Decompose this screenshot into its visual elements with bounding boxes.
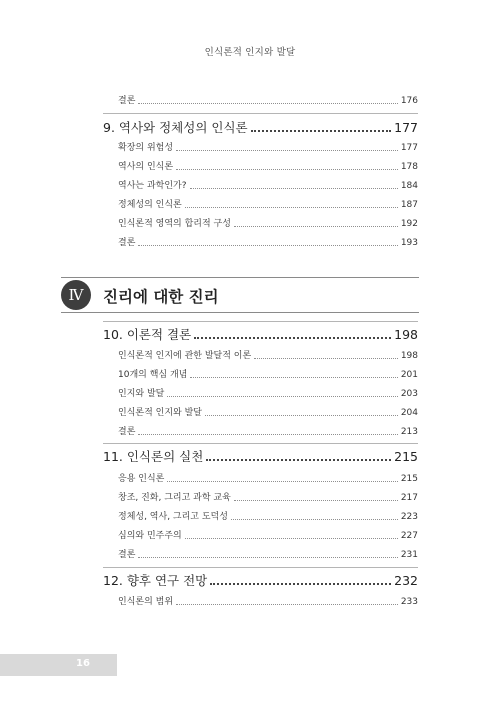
toc-entry-page: 213 <box>400 427 418 437</box>
toc-entry-label: 인지와 발달 <box>118 389 165 399</box>
toc-entry-page: 184 <box>400 181 418 191</box>
toc-entry[interactable] <box>118 424 418 438</box>
dot-leader <box>185 537 398 539</box>
toc-entry-page: 233 <box>400 597 418 607</box>
toc-chapter-page: 215 <box>394 449 418 464</box>
toc-entry-label: 심의와 민주주의 <box>118 531 182 541</box>
toc-entry-label: 역사는 과학인가? <box>118 181 187 191</box>
toc-entry-page: 177 <box>400 143 418 153</box>
toc-entry[interactable] <box>118 547 418 561</box>
toc-entry-label: 결론 <box>118 96 136 106</box>
toc-entry-label: 확장의 위험성 <box>118 143 174 153</box>
toc-entry[interactable] <box>118 140 418 154</box>
page-number-tab <box>0 654 117 676</box>
toc-chapter[interactable] <box>103 447 418 465</box>
toc-entry-page: 215 <box>400 474 418 484</box>
dot-leader <box>234 499 398 501</box>
dot-leader <box>176 168 398 170</box>
toc-chapter[interactable] <box>103 325 418 343</box>
dot-leader <box>190 187 398 189</box>
toc-chapter-page: 198 <box>394 327 418 342</box>
toc-chapter-page: 177 <box>394 120 418 135</box>
dot-leader <box>206 458 391 461</box>
toc-chapter-page: 232 <box>394 573 418 588</box>
dot-leader <box>138 556 397 558</box>
toc-entry-label: 인식론의 범위 <box>118 597 174 607</box>
dot-leader <box>190 376 397 378</box>
divider <box>61 277 419 278</box>
toc-entry[interactable] <box>118 386 418 400</box>
toc-entry-page: 204 <box>400 408 418 418</box>
toc-entry-page: 187 <box>400 200 418 210</box>
toc-entry-page: 227 <box>400 531 418 541</box>
toc-entry-page: 193 <box>400 238 418 248</box>
dot-leader <box>234 225 398 227</box>
dot-leader <box>176 603 398 605</box>
toc-entry-page: 203 <box>400 389 418 399</box>
toc-entry-page: 223 <box>400 512 418 522</box>
dot-leader <box>167 395 397 397</box>
toc-entry-label: 결론 <box>118 550 136 560</box>
toc-entry-label: 응용 인식론 <box>118 474 165 484</box>
toc-entry-label: 정체성, 역사, 그리고 도덕성 <box>118 512 228 522</box>
toc-chapter[interactable] <box>103 118 418 136</box>
toc-chapter-label: 11. 인식론의 실천 <box>103 449 204 464</box>
dot-leader <box>167 480 397 482</box>
toc-entry-label: 인식론적 영역의 합리적 구성 <box>118 219 231 229</box>
toc-chapter-label: 10. 이론적 결론 <box>103 327 192 342</box>
toc-entry-page: 217 <box>400 493 418 503</box>
toc-chapter-label: 9. 역사와 정체성의 인식론 <box>103 120 248 135</box>
page-number: 16 <box>76 658 90 669</box>
toc-entry-page: 201 <box>400 370 418 380</box>
toc-entry[interactable] <box>118 509 418 523</box>
toc-entry-label: 인식론적 인지와 발달 <box>118 408 202 418</box>
part-number-badge: Ⅳ <box>61 280 91 310</box>
dot-leader <box>231 518 398 520</box>
toc-entry-page: 231 <box>400 550 418 560</box>
dot-leader <box>176 149 398 151</box>
toc-entry[interactable] <box>118 528 418 542</box>
toc-entry-page: 176 <box>400 96 418 106</box>
toc-entry[interactable] <box>118 367 418 381</box>
toc-entry-label: 결론 <box>118 238 136 248</box>
part-header <box>61 277 419 313</box>
toc-entry-label: 창조, 진화, 그리고 과학 교육 <box>118 493 231 503</box>
toc-entry-label: 인식론적 인지에 관한 발달적 이론 <box>118 351 252 361</box>
toc-entry-page: 192 <box>400 219 418 229</box>
toc-entry[interactable] <box>118 405 418 419</box>
toc-entry[interactable] <box>118 490 418 504</box>
dot-leader <box>194 336 391 339</box>
divider <box>61 312 419 313</box>
dot-leader <box>205 414 398 416</box>
toc-entry[interactable] <box>118 216 418 230</box>
toc-chapter-label: 12. 향후 연구 전망 <box>103 573 208 588</box>
dot-leader <box>138 244 397 246</box>
toc-entry[interactable] <box>118 594 418 608</box>
running-header: 인식론적 인지와 발달 <box>204 47 296 58</box>
toc-entry[interactable] <box>118 471 418 485</box>
toc-entry[interactable] <box>118 197 418 211</box>
dot-leader <box>185 206 398 208</box>
divider <box>103 443 418 444</box>
part-title: 진리에 대한 진리 <box>103 288 219 306</box>
dot-leader <box>138 433 397 435</box>
dot-leader <box>138 102 397 104</box>
toc-entry[interactable] <box>118 93 418 107</box>
toc-entry[interactable] <box>118 348 418 362</box>
toc-entry[interactable] <box>118 159 418 173</box>
dot-leader <box>210 582 391 585</box>
toc-entry-label: 역사의 인식론 <box>118 162 174 172</box>
toc-entry[interactable] <box>118 235 418 249</box>
toc-chapter[interactable] <box>103 571 418 589</box>
divider <box>103 113 418 114</box>
divider <box>103 567 418 568</box>
toc-entry-page: 178 <box>400 162 418 172</box>
dot-leader <box>254 357 398 359</box>
toc-entry-label: 정체성의 인식론 <box>118 200 182 210</box>
dot-leader <box>251 129 392 132</box>
toc-entry-label: 10개의 핵심 개념 <box>118 370 188 380</box>
toc-entry-page: 198 <box>400 351 418 361</box>
toc-entry[interactable] <box>118 178 418 192</box>
divider <box>103 321 418 322</box>
toc-entry-label: 결론 <box>118 427 136 437</box>
